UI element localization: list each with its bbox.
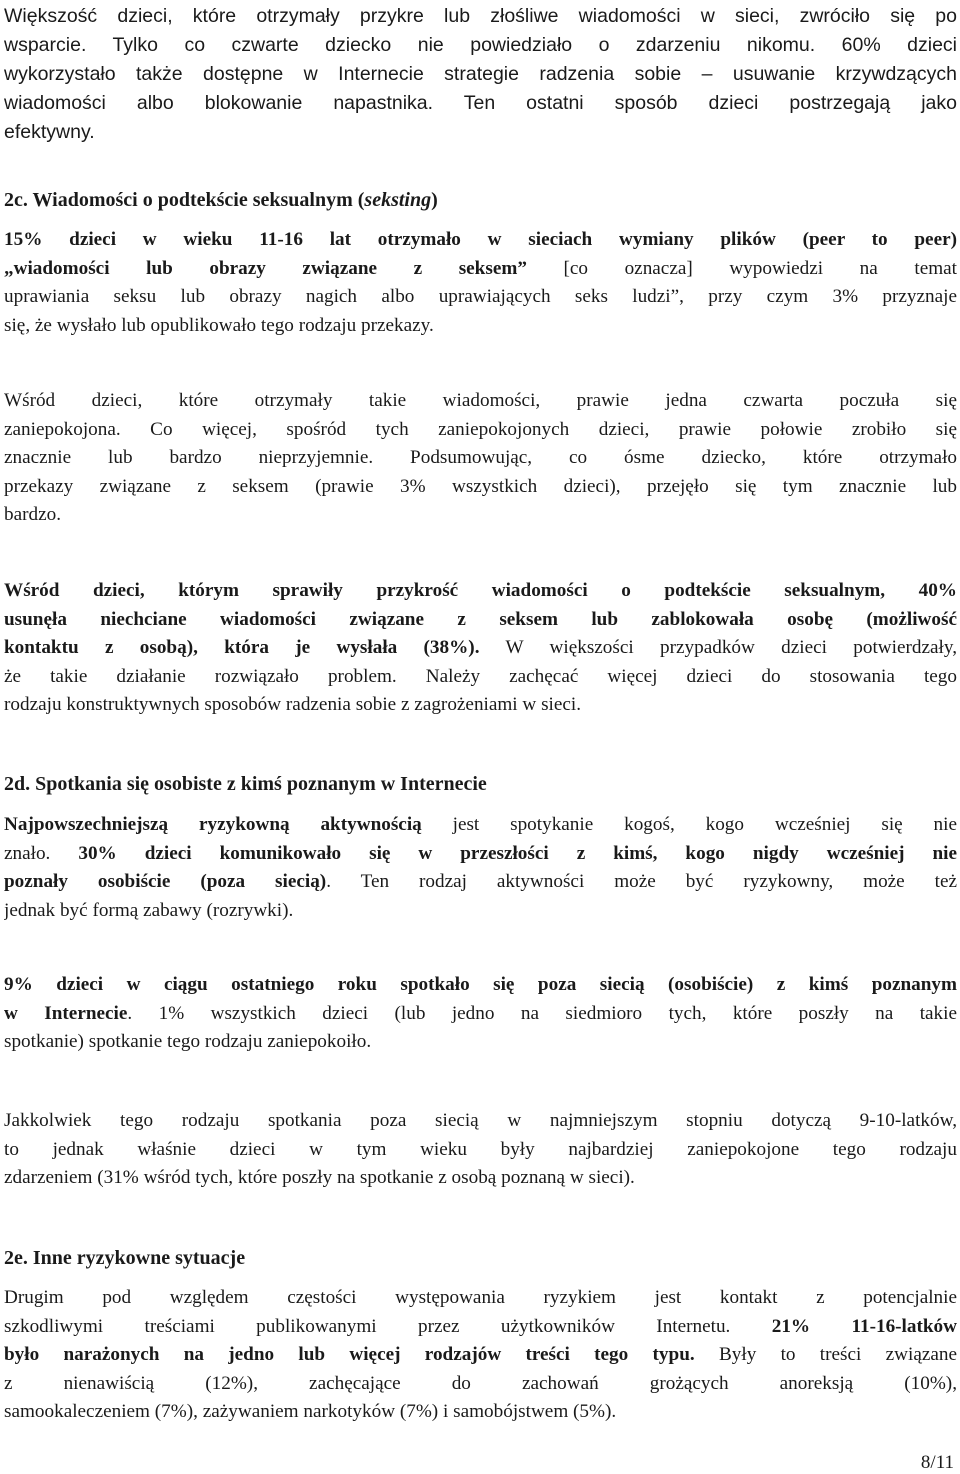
bold-text: seksting bbox=[364, 189, 432, 211]
text-line bbox=[4, 501, 957, 530]
bold-text: kontaktu z osobą), która je wysłała (38%). bbox=[4, 637, 480, 659]
bold-text: ) bbox=[431, 189, 438, 211]
section-2c-paragraph-2 bbox=[4, 387, 957, 530]
bold-text: 2e. Inne ryzykowne sytuacje bbox=[4, 1247, 246, 1269]
text: [co oznacza] wypowiedzi na temat bbox=[526, 257, 957, 279]
text-line bbox=[4, 971, 957, 1000]
text-line bbox=[4, 1000, 957, 1029]
text-line bbox=[4, 444, 957, 473]
bold-text: 2d. Spotkania się osobiste z kimś poznanym w Internecie bbox=[4, 773, 487, 795]
text: Wśród dzieci, które otrzymały takie wiadomości, prawie jedna czwarta poczuła się bbox=[4, 390, 957, 411]
bold-text: 30% dzieci komunikowało się w przeszłości z kimś, kogo nigdy wcześniej nie bbox=[78, 842, 957, 864]
text: z nienawiścią (12%), zachęcające do zachowań grożących anoreksją (10%), bbox=[4, 1372, 957, 1394]
bold-text: w Internecie bbox=[4, 1002, 128, 1024]
text-line bbox=[4, 1370, 957, 1399]
text-line bbox=[4, 1341, 957, 1370]
text: uprawiania seksu lub obrazy nagich albo uprawiających seks ludzi”, przy czym 3% przyznaje bbox=[4, 286, 957, 308]
text: wykorzystało także dostępne w Internecie strategie radzenia sobie – usuwanie krzywdzących bbox=[4, 63, 957, 85]
text-line bbox=[4, 897, 957, 926]
text-line bbox=[4, 577, 957, 606]
text-line bbox=[4, 226, 957, 255]
text-line bbox=[4, 840, 957, 869]
text-line bbox=[4, 868, 957, 897]
text: szkodliwymi treściami publikowanymi przez użytkowników Internetu. bbox=[4, 1315, 772, 1337]
text: jest spotykanie kogoś, kogo wcześniej się nie bbox=[421, 814, 957, 835]
text-line bbox=[4, 1028, 957, 1057]
text: wsparcie. Tylko co czwarte dziecko nie powiedziało o zdarzeniu nikomu. 60% dzieci bbox=[4, 34, 957, 56]
text-line bbox=[4, 473, 957, 502]
text-line bbox=[4, 1313, 957, 1342]
text-line bbox=[4, 2, 957, 31]
text-line bbox=[4, 312, 957, 341]
page-number: 8/11 bbox=[920, 1452, 954, 1473]
text-line bbox=[4, 1284, 957, 1313]
text-line bbox=[4, 663, 957, 692]
text-line bbox=[4, 118, 957, 147]
text-line bbox=[4, 60, 957, 89]
text: się, że wysłało lub opublikowało tego rodzaju przekazy. bbox=[4, 314, 434, 336]
text: przekazy związane z seksem (prawie 3% wszystkich dzieci), przejęło się tym znacznie lub bbox=[4, 475, 957, 497]
bold-text: poznały osobiście (poza siecią) bbox=[4, 871, 327, 893]
text: W większości przypadków dzieci potwierdzały, bbox=[479, 637, 957, 659]
text: . 1% wszystkich dzieci (lub jedno na siedmioro tych, które poszły na takie bbox=[127, 1002, 957, 1024]
text-line bbox=[4, 606, 957, 635]
text: . Ten rodzaj aktywności może być ryzykowny, może też bbox=[326, 871, 957, 893]
text-line bbox=[4, 31, 957, 60]
text-line bbox=[4, 1244, 957, 1272]
text: spotkanie) spotkanie tego rodzaju zaniepokoiło. bbox=[4, 1031, 372, 1053]
bold-text: 2c. Wiadomości o podtekście seksualnym ( bbox=[4, 189, 365, 211]
bold-text: Najpowszechniejszą ryzykowną aktywnością bbox=[4, 814, 422, 835]
bold-text: Wśród dzieci, którym sprawiły przykrość wiadomości o podtekście seksualnym, 40% bbox=[4, 580, 957, 601]
bold-text: było narażonych na jedno lub więcej rodzajów treści tego typu. bbox=[4, 1344, 695, 1366]
bold-text: „wiadomości lub obrazy związane z seksem” bbox=[4, 257, 527, 279]
text-line bbox=[4, 1164, 957, 1193]
section-2c-heading bbox=[4, 186, 957, 214]
text: znało. bbox=[4, 842, 79, 864]
text-line bbox=[4, 89, 957, 118]
text: Jakkolwiek tego rodzaju spotkania poza siecią w najmniejszym stopniu dotyczą 9-10-latków, bbox=[4, 1110, 957, 1131]
bold-text: 9% dzieci w ciągu ostatniego roku spotkało się poza siecią (osobiście) z kimś poznanym bbox=[4, 974, 957, 995]
text: znacznie lub bardzo nieprzyjemnie. Podsumowując, co ósme dziecko, które otrzymało bbox=[4, 447, 957, 469]
section-2e-heading bbox=[4, 1244, 957, 1272]
text-line bbox=[4, 634, 957, 663]
text: Drugim pod względem częstości występowania ryzykiem jest kontakt z potencjalnie bbox=[4, 1287, 957, 1308]
text: że takie działanie rozwiązało problem. Należy zachęcać więcej dzieci do stosowania tego bbox=[4, 665, 957, 687]
bold-text: 15% dzieci w wieku 11-16 lat otrzymało w sieciach wymiany plików (peer to peer) bbox=[4, 229, 957, 250]
intro-paragraph bbox=[4, 2, 957, 147]
section-2d-paragraph-1 bbox=[4, 811, 957, 925]
text: Większość dzieci, które otrzymały przykre lub złośliwe wiadomości w sieci, zwróciło się po bbox=[4, 5, 957, 27]
text-line bbox=[4, 811, 957, 840]
text: zaniepokojona. Co więcej, spośród tych zaniepokojonych dzieci, prawie połowie zrobiło się bbox=[4, 418, 957, 440]
section-2c-paragraph-1 bbox=[4, 226, 957, 340]
bold-text: 21% 11-16-latków bbox=[771, 1315, 957, 1337]
text-line bbox=[4, 186, 957, 214]
text-line bbox=[4, 387, 957, 416]
text: Były to treści związane bbox=[694, 1344, 957, 1366]
section-2d-paragraph-3 bbox=[4, 1107, 957, 1193]
text: jednak być formą zabawy (rozrywki). bbox=[4, 899, 294, 921]
text-line bbox=[4, 255, 957, 284]
section-2e-paragraph-1 bbox=[4, 1284, 957, 1427]
text-line bbox=[4, 1136, 957, 1165]
text-line bbox=[4, 1398, 957, 1427]
text: samookaleczeniem (7%), zażywaniem narkotyków (7%) i samobójstwem (5%). bbox=[4, 1401, 617, 1423]
text: to jednak właśnie dzieci w tym wieku były najbardziej zaniepokojone tego rodzaju bbox=[4, 1138, 957, 1160]
bold-text: usunęła niechciane wiadomości związane z seksem lub zablokowała osobę (możliwość bbox=[4, 608, 957, 630]
section-2d-heading bbox=[4, 770, 957, 798]
text-line bbox=[4, 770, 957, 798]
text-line bbox=[4, 416, 957, 445]
text: rodzaju konstruktywnych sposobów radzenia sobie z zagrożeniami w sieci. bbox=[4, 694, 582, 716]
text-line bbox=[4, 691, 957, 720]
text: zdarzeniem (31% wśród tych, które poszły na spotkanie z osobą poznaną w sieci). bbox=[4, 1167, 635, 1189]
text-line bbox=[4, 1107, 957, 1136]
text: bardzo. bbox=[4, 504, 62, 526]
section-2c-paragraph-3 bbox=[4, 577, 957, 720]
text: wiadomości albo blokowanie napastnika. Ten ostatni sposób dzieci postrzegają jako bbox=[4, 92, 957, 114]
section-2d-paragraph-2 bbox=[4, 971, 957, 1057]
text-line bbox=[4, 283, 957, 312]
text: efektywny. bbox=[4, 121, 95, 143]
